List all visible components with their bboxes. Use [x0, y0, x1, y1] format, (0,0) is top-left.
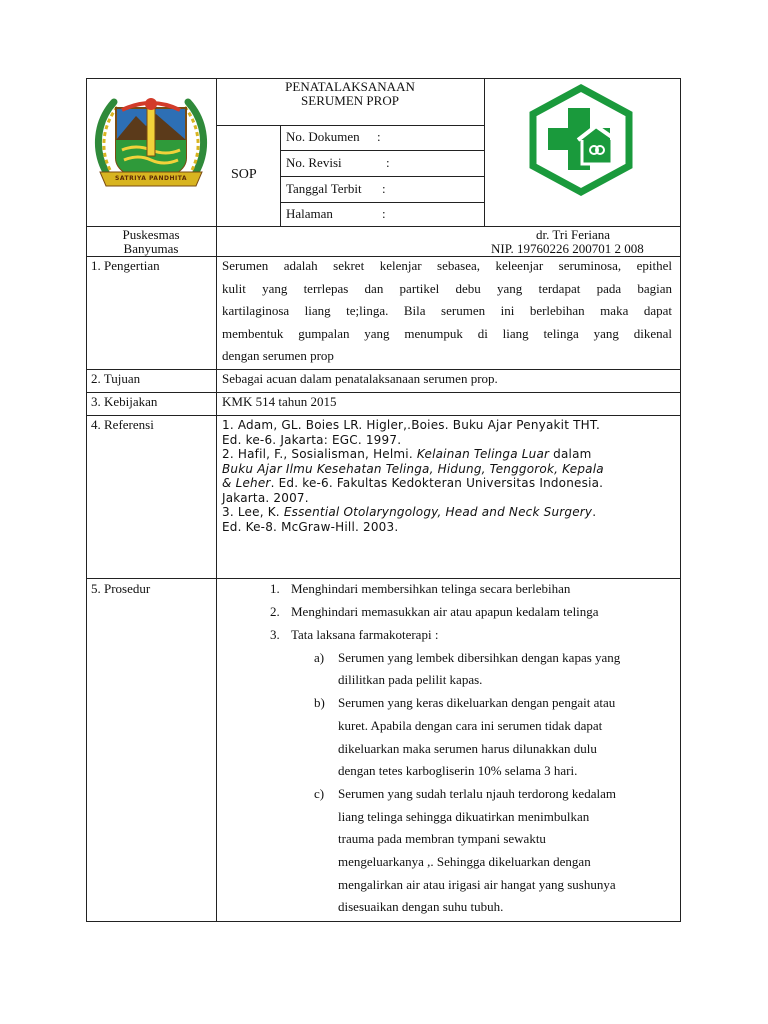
- substep-letter: c): [314, 786, 325, 801]
- step-number: 2.: [270, 604, 280, 619]
- org-name-line1: Puskesmas: [122, 227, 180, 242]
- pengertian-line: membentuk gumpalan yang menumpuk di liang telinga yang dikenal: [222, 326, 672, 341]
- section-label-prosedur: 5. Prosedur: [91, 581, 151, 596]
- reference-1-line2: Ed. ke-6. Jakarta: EGC. 1997.: [222, 433, 402, 447]
- section-label-kebijakan: 3. Kebijakan: [91, 394, 158, 409]
- document-title-line1: PENATALAKSANAAN: [285, 79, 415, 94]
- regional-seal-logo: [92, 88, 210, 192]
- substep-line: mengalirkan air atau irigasi air hangat yang sushunya: [338, 877, 616, 892]
- section-label-pengertian: 1. Pengertian: [91, 258, 160, 273]
- reference-2-authors: 2. Hafil, F., Sosialisman, Helmi.: [222, 447, 417, 461]
- reference-2-line1: [222, 446, 592, 462]
- reference-2-line4: Jakarta. 2007.: [222, 491, 309, 505]
- step-text: Menghindari memasukkan air atau apapun kedalam telinga: [291, 604, 599, 619]
- reference-1-line1: 1. Adam, GL. Boies LR. Higler,.Boies. Buku Ajar Penyakit THT.: [222, 418, 600, 432]
- kebijakan-text: KMK 514 tahun 2015: [222, 394, 337, 409]
- tujuan-text: Sebagai acuan dalam penatalaksanaan serumen prop.: [222, 371, 498, 386]
- step-text: Menghindari membersihkan telinga secara berlebihan: [291, 581, 571, 596]
- step-number: 3.: [270, 627, 280, 642]
- substep-line: disesuaikan dengan suhu tubuh.: [338, 899, 504, 914]
- substep-letter: b): [314, 695, 325, 710]
- step-number: 1.: [270, 581, 280, 596]
- pengertian-line: Serumen adalah sekret kelenjar sebasea, keleenjar seruminosa, epithel: [222, 258, 672, 273]
- pengertian-line: dengan serumen prop: [222, 348, 334, 363]
- reference-2-line3: [222, 475, 603, 491]
- reference-3-line2: Ed. Ke-8. McGraw-Hill. 2003.: [222, 520, 399, 534]
- section-label-referensi: 4. Referensi: [91, 417, 154, 432]
- org-name-line2: Banyumas: [123, 241, 179, 256]
- meta-tanggal-terbit-colon: :: [382, 181, 386, 196]
- meta-no-dokumen-label: No. Dokumen: [286, 129, 360, 144]
- substep-line: kuret. Apabila dengan cara ini serumen tidak dapat: [338, 718, 603, 733]
- signer-name: dr. Tri Feriana: [536, 227, 611, 242]
- substep-line: dililitkan pada pelilit kapas.: [338, 672, 483, 687]
- substep-line: Serumen yang sudah terlalu njauh terdorong kedalam: [338, 786, 616, 801]
- pengertian-line: kulit yang terrlepas dan partikel debu yang terdapat pada bagian: [222, 281, 672, 296]
- reference-3-line1: [222, 504, 596, 520]
- reference-3-dot: .: [592, 505, 597, 519]
- signer-nip: NIP. 19760226 200701 2 008: [491, 241, 644, 256]
- substep-line: trauma pada membran tympani sewaktu: [338, 831, 546, 846]
- meta-tanggal-terbit-label: Tanggal Terbit: [286, 181, 362, 196]
- substep-line: dengan tetes karbogliserin 10% selama 3 hari.: [338, 763, 578, 778]
- reference-2-publisher: . Ed. ke-6. Fakultas Kedokteran Universitas Indonesia.: [270, 476, 604, 490]
- substep-line: liang telinga sehingga dikuatirkan menimbulkan: [338, 809, 590, 824]
- reference-2-book-title-end: & Leher: [222, 476, 271, 490]
- reference-2-in: dalam: [549, 447, 592, 461]
- sop-label: SOP: [231, 167, 257, 182]
- reference-3-title: Essential Otolaryngology, Head and Neck Surgery: [283, 505, 593, 519]
- reference-3-author: 3. Lee, K.: [222, 505, 284, 519]
- meta-halaman-label: Halaman: [286, 206, 333, 221]
- meta-no-revisi-colon: :: [386, 155, 390, 170]
- puskesmas-logo: [528, 84, 634, 196]
- meta-no-revisi-label: No. Revisi: [286, 155, 342, 170]
- reference-2-chapter-title: Kelainan Telinga Luar: [416, 447, 550, 461]
- substep-line: Serumen yang lembek dibersihkan dengan kapas yang: [338, 650, 621, 665]
- seal-banner-text: SATRIYA PANDHITA: [115, 175, 187, 182]
- document-title-line2: SERUMEN PROP: [301, 93, 399, 108]
- step-text: Tata laksana farmakoterapi :: [291, 627, 439, 642]
- meta-halaman-colon: :: [382, 206, 386, 221]
- reference-2-book-title: Buku Ajar Ilmu Kesehatan Telinga, Hidung, Tenggorok, Kepala: [222, 462, 604, 476]
- substep-letter: a): [314, 650, 325, 665]
- meta-no-dokumen-colon: :: [377, 129, 381, 144]
- pengertian-line: kartilaginosa liang te;linga. Bila serumen ini berlebihan maka dapat: [222, 303, 672, 318]
- substep-line: dikeluarkan maka serumen harus dilunakkan dulu: [338, 741, 597, 756]
- section-label-tujuan: 2. Tujuan: [91, 371, 141, 386]
- substep-line: Serumen yang keras dikeluarkan dengan pengait atau: [338, 695, 616, 710]
- substep-line: mengeluarkanya ,. Sehingga dikeluarkan dengan: [338, 854, 591, 869]
